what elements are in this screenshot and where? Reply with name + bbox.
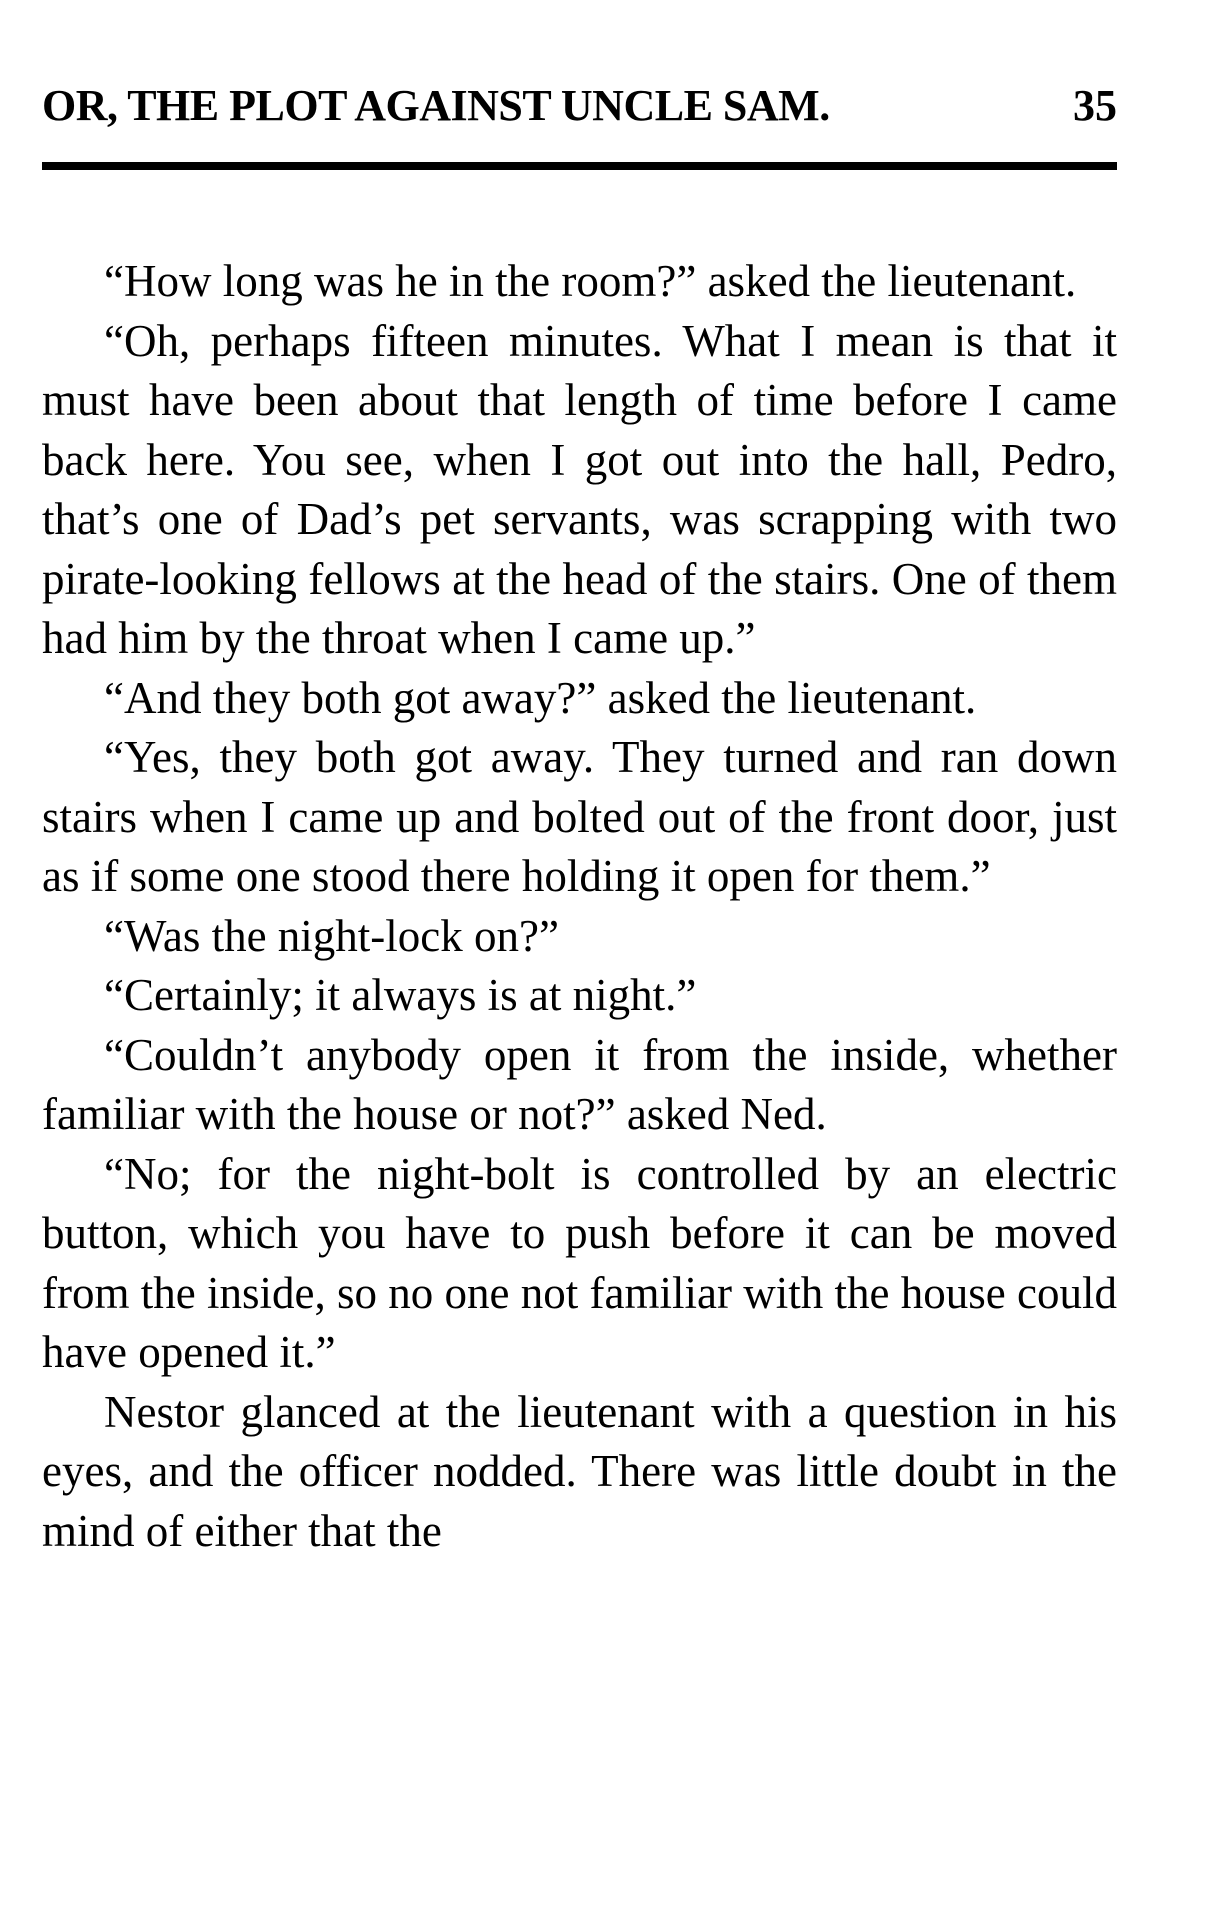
paragraph: “Yes, they both got away. They turned and ran down stairs when I came up and bolted out of the front door, just as if some one stood there holding it open for them.” <box>42 732 1117 901</box>
page-number: 35 <box>1073 81 1117 130</box>
paragraph: Nestor glanced at the lieutenant with a question in his eyes, and the officer nodded. There was little doubt in the mind of either that the <box>42 1386 1117 1556</box>
paragraph: “And they both got away?” asked the lieutenant. <box>104 672 977 723</box>
body-text <box>42 252 1117 1561</box>
paragraph: “Certainly; it always is at night.” <box>104 970 697 1020</box>
paragraph: “Couldn’t anybody open it from the inside, whether familiar with the house or not?” asked Ned. <box>42 1029 1117 1139</box>
running-head <box>42 76 1117 136</box>
header-rule <box>42 162 1117 170</box>
paragraph: “Was the night-lock on?” <box>104 910 559 961</box>
paragraph: “Oh, perhaps fifteen minutes. What I mean is that it must have been about that length of time before I came back here. You see, when I got out into the hall, Pedro, that’s one of Dad’s pet servants, was scrapping with two pirate-looking fellows at the head of the stairs. One of them had him by the throat when I came up.” <box>42 315 1117 663</box>
running-title: OR, THE PLOT AGAINST UNCLE SAM. <box>42 81 830 130</box>
paragraph: “No; for the night-bolt is controlled by an electric button, which you have to push before it can be moved from the inside, so no one not familiar with the house could have opened it.” <box>42 1148 1117 1377</box>
paragraph: “How long was he in the room?” asked the lieutenant. <box>104 256 1077 306</box>
